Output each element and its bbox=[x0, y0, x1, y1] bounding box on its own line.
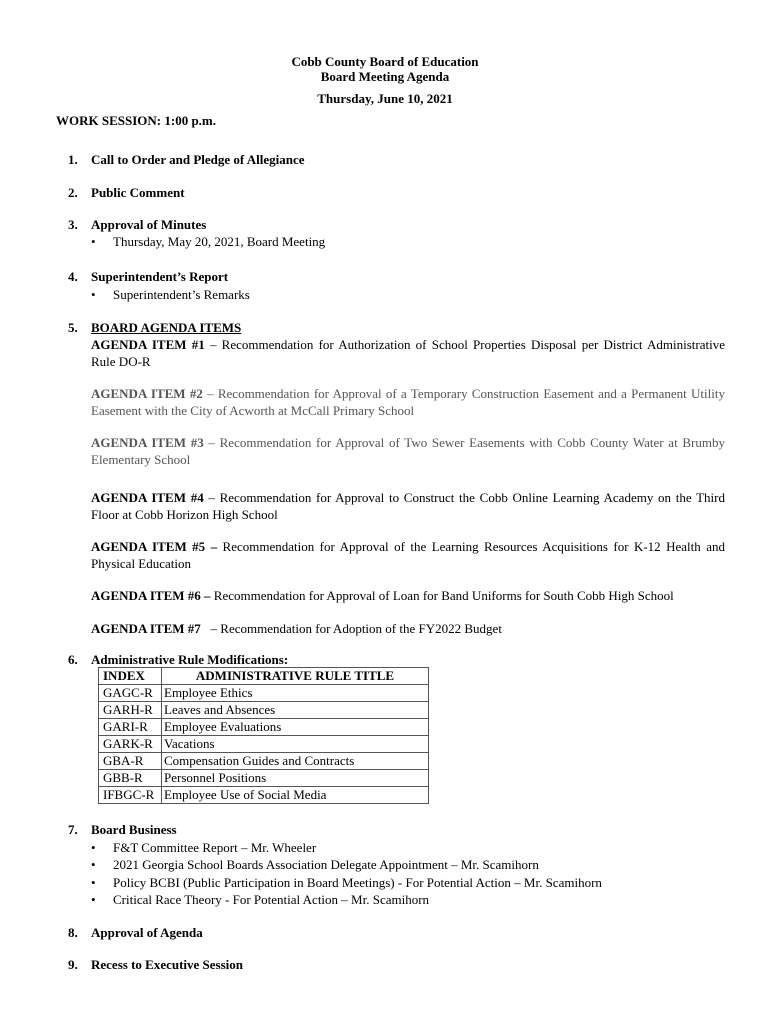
table-row bbox=[99, 685, 429, 702]
agenda-item-label: AGENDA ITEM #6 – bbox=[91, 588, 211, 603]
section-title-approval-of-agenda: Approval of Agenda bbox=[91, 925, 203, 940]
table-row bbox=[99, 787, 429, 804]
section-title-superintendent-report: Superintendent’s Report bbox=[91, 269, 229, 284]
agenda-item-7 bbox=[91, 620, 725, 637]
rule-index: GAGC-R bbox=[99, 685, 162, 702]
table-row bbox=[99, 736, 429, 753]
agenda-item-text: Recommendation for Approval of the Learning Resources Acquisitions for K-12 Health and Physical Education bbox=[91, 539, 725, 571]
agenda-item-label: AGENDA ITEM #5 – bbox=[91, 539, 218, 554]
agenda-item-label: AGENDA ITEM #7 bbox=[91, 621, 201, 636]
agenda-item-label: AGENDA ITEM #2 bbox=[91, 386, 203, 401]
rule-title: Leaves and Absences bbox=[162, 702, 429, 719]
bullet-icon: • bbox=[91, 234, 96, 249]
bullet-icon: • bbox=[91, 840, 96, 855]
rule-title: Compensation Guides and Contracts bbox=[162, 753, 429, 770]
bullet-icon: • bbox=[91, 875, 96, 890]
section-title-executive-session: Recess to Executive Session bbox=[91, 957, 244, 972]
agenda-item-text: – Recommendation for Approval of a Temporary Construction Easement and a Permanent Utility Easement with the City of Acworth at McCall Primary School bbox=[91, 386, 725, 418]
bullet-icon: • bbox=[91, 287, 96, 302]
agenda-item-3 bbox=[91, 434, 725, 468]
list-item: 2021 Georgia School Boards Association Delegate Appointment – Mr. Scamihorn bbox=[113, 857, 539, 872]
list-item: Policy BCBI (Public Participation in Board Meetings) - For Potential Action – Mr. Scamihorn bbox=[113, 875, 602, 890]
bullet-icon: • bbox=[91, 857, 96, 872]
agenda-item-5 bbox=[91, 538, 725, 572]
rule-title: Employee Use of Social Media bbox=[162, 787, 429, 804]
org-title: Cobb County Board of Education bbox=[291, 54, 479, 69]
rule-title: Personnel Positions bbox=[162, 770, 429, 787]
table-row bbox=[99, 753, 429, 770]
rule-index: GARH-R bbox=[99, 702, 162, 719]
list-item: Thursday, May 20, 2021, Board Meeting bbox=[113, 234, 326, 249]
agenda-item-6 bbox=[91, 587, 725, 604]
section-number: 3. bbox=[68, 217, 78, 232]
section-number: 6. bbox=[68, 652, 78, 667]
section-title-public-comment: Public Comment bbox=[91, 185, 185, 200]
rule-index: GBB-R bbox=[99, 770, 162, 787]
section-number: 9. bbox=[68, 957, 78, 972]
admin-rules-table bbox=[98, 667, 429, 804]
section-number: 8. bbox=[68, 925, 78, 940]
table-row bbox=[99, 702, 429, 719]
rule-index: GARK-R bbox=[99, 736, 162, 753]
agenda-item-label: AGENDA ITEM #3 bbox=[91, 435, 204, 450]
section-number: 5. bbox=[68, 320, 78, 335]
agenda-item-text: – Recommendation for Authorization of School Properties Disposal per District Administrative Rule DO-R bbox=[91, 337, 725, 369]
section-title-board-business: Board Business bbox=[91, 822, 177, 837]
rule-index: GARI-R bbox=[99, 719, 162, 736]
meeting-date: Thursday, June 10, 2021 bbox=[317, 91, 453, 106]
table-header-row bbox=[99, 668, 429, 685]
agenda-item-1 bbox=[91, 336, 725, 370]
rule-title: Employee Evaluations bbox=[162, 719, 429, 736]
agenda-item-text: Recommendation for Approval of Loan for Band Uniforms for South Cobb High School bbox=[210, 588, 674, 603]
section-number: 2. bbox=[68, 185, 78, 200]
table-row bbox=[99, 719, 429, 736]
rule-index: IFBGC-R bbox=[99, 787, 162, 804]
list-item: Critical Race Theory - For Potential Action – Mr. Scamihorn bbox=[113, 892, 430, 907]
document-title: Board Meeting Agenda bbox=[320, 69, 450, 84]
list-item: Superintendent’s Remarks bbox=[113, 287, 250, 302]
agenda-item-text: – Recommendation for Adoption of the FY2022 Budget bbox=[200, 621, 502, 636]
agenda-item-4 bbox=[91, 489, 725, 523]
agenda-item-label: AGENDA ITEM #1 bbox=[91, 337, 205, 352]
rule-index: GBA-R bbox=[99, 753, 162, 770]
section-title-call-to-order: Call to Order and Pledge of Allegiance bbox=[91, 152, 305, 167]
agenda-item-text: – Recommendation for Approval to Construct the Cobb Online Learning Academy on the Third Floor at Cobb Horizon High School bbox=[91, 490, 725, 522]
section-title-board-agenda-items: BOARD AGENDA ITEMS bbox=[91, 320, 242, 335]
section-title-admin-rule-modifications: Administrative Rule Modifications: bbox=[91, 652, 289, 667]
agenda-item-label: AGENDA ITEM #4 bbox=[91, 490, 204, 505]
agenda-item-2 bbox=[91, 385, 725, 419]
section-title-approval-of-minutes: Approval of Minutes bbox=[91, 217, 207, 232]
work-session-time: WORK SESSION: 1:00 p.m. bbox=[56, 113, 216, 128]
list-item: F&T Committee Report – Mr. Wheeler bbox=[113, 840, 317, 855]
section-number: 1. bbox=[68, 152, 78, 167]
section-number: 7. bbox=[68, 822, 78, 837]
rule-title: Vacations bbox=[162, 736, 429, 753]
column-header-index: INDEX bbox=[99, 668, 162, 685]
section-number: 4. bbox=[68, 269, 78, 284]
bullet-icon: • bbox=[91, 892, 96, 907]
agenda-item-text: – Recommendation for Approval of Two Sewer Easements with Cobb County Water at Brumby Elementary School bbox=[91, 435, 725, 467]
table-row bbox=[99, 770, 429, 787]
rule-title: Employee Ethics bbox=[162, 685, 429, 702]
column-header-title: ADMINISTRATIVE RULE TITLE bbox=[162, 668, 429, 685]
